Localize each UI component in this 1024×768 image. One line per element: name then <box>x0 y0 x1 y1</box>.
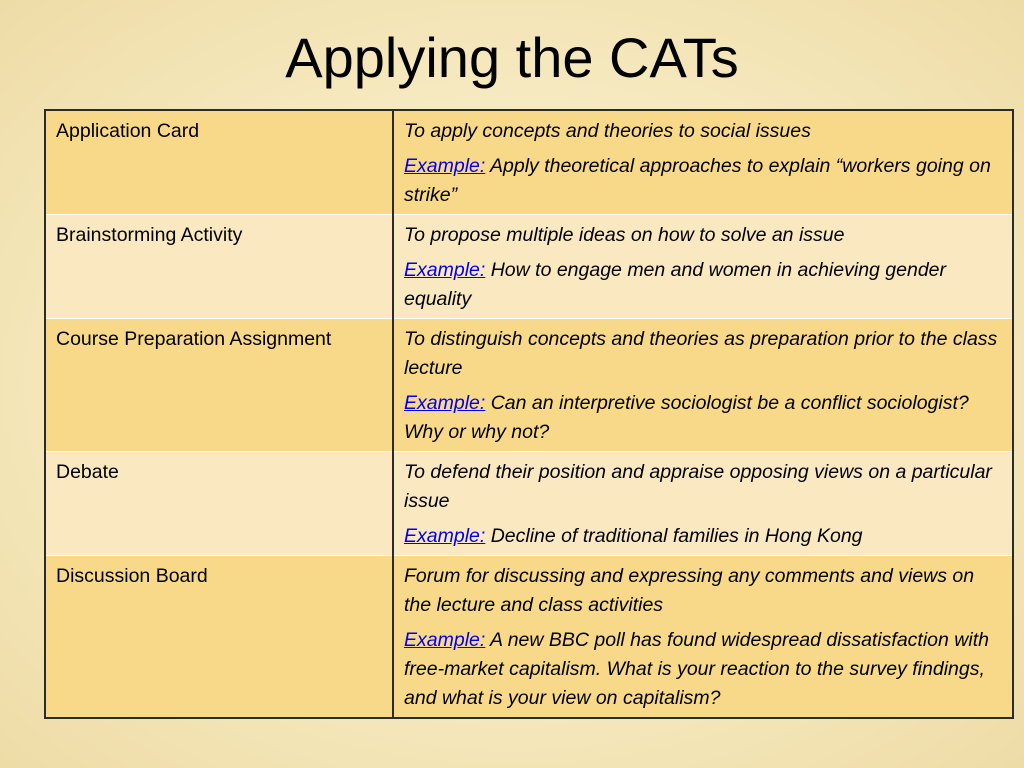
example-text: Apply theoretical approaches to explain “workers going on strike” <box>404 155 991 206</box>
technique-description <box>393 452 1013 556</box>
technique-purpose: To propose multiple ideas on how to solve an issue <box>404 224 845 246</box>
example-text: A new BBC poll has found widespread dissatisfaction with free-market capitalism. What is your reaction to the survey findings, and what is your view on capitalism? <box>404 629 989 709</box>
table-row-application-card <box>45 110 1013 215</box>
technique-purpose: To defend their position and appraise opposing views on a particular issue <box>404 461 992 512</box>
table-row-course-preparation-assignment <box>45 319 1013 452</box>
cats-table <box>44 109 1014 719</box>
example-label-link[interactable]: Example: <box>404 155 486 177</box>
technique-description <box>393 215 1013 319</box>
technique-name: Application Card <box>45 110 393 215</box>
technique-name: Debate <box>45 452 393 556</box>
example-text: Can an interpretive sociologist be a conflict sociologist? Why or why not? <box>404 392 969 443</box>
technique-description <box>393 319 1013 452</box>
example-text: How to engage men and women in achieving gender equality <box>404 259 947 310</box>
example-label-link[interactable]: Example: <box>404 629 486 651</box>
example-label-link[interactable]: Example: <box>404 259 486 281</box>
technique-purpose: To apply concepts and theories to social issues <box>404 120 811 142</box>
example-label-link[interactable]: Example: <box>404 392 486 414</box>
slide-title: Applying the CATs <box>285 26 739 89</box>
example-label-link[interactable]: Example: <box>404 525 486 547</box>
technique-name: Course Preparation Assignment <box>45 319 393 452</box>
technique-name: Discussion Board <box>45 556 393 719</box>
table-row-brainstorming-activity <box>45 215 1013 319</box>
technique-name: Brainstorming Activity <box>45 215 393 319</box>
table-row-debate <box>45 452 1013 556</box>
technique-description <box>393 110 1013 215</box>
table-row-discussion-board <box>45 556 1013 719</box>
technique-purpose: Forum for discussing and expressing any comments and views on the lecture and class activities <box>404 565 975 616</box>
technique-description <box>393 556 1013 719</box>
technique-purpose: To distinguish concepts and theories as preparation prior to the class lecture <box>404 328 998 379</box>
example-text: Decline of traditional families in Hong Kong <box>490 525 863 547</box>
